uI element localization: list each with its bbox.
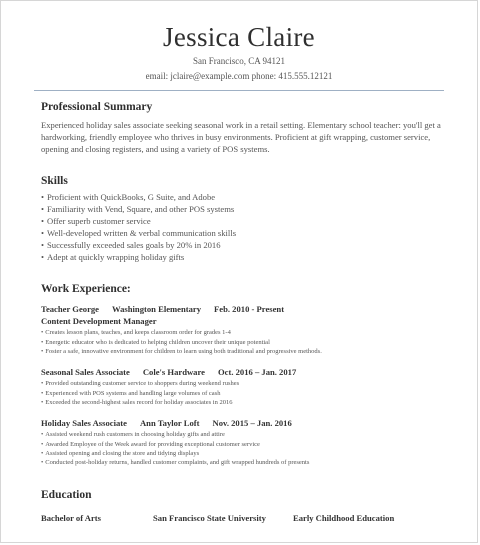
job-bullet: • Assisted weekend rush customers in choosing holiday gifts and attire bbox=[41, 430, 443, 439]
education-school: San Francisco State University bbox=[153, 513, 266, 524]
job-company: Cole's Hardware bbox=[142, 367, 205, 378]
resume-body bbox=[41, 100, 443, 524]
job-subtitle: Content Development Manager bbox=[41, 316, 157, 327]
skill-item: • Familiarity with Vend, Square, and other POS systems bbox=[41, 204, 443, 216]
job-role: Holiday Sales Associate bbox=[41, 418, 127, 429]
summary-heading: Professional Summary bbox=[41, 101, 153, 113]
job-bullet: • Awarded Employee of the Week award for providing exceptional customer service bbox=[41, 440, 443, 449]
job-entry bbox=[41, 303, 443, 356]
header-divider bbox=[34, 90, 444, 91]
job-company: Washington Elementary bbox=[112, 304, 202, 315]
job-bullets bbox=[41, 379, 443, 407]
job-dates: Oct. 2016 – Jan. 2017 bbox=[217, 367, 297, 378]
work-section bbox=[41, 282, 443, 467]
summary-section bbox=[41, 100, 443, 155]
skills-section bbox=[41, 174, 443, 263]
education-entry bbox=[41, 512, 443, 524]
job-bullets bbox=[41, 430, 443, 467]
skill-item: • Well-developed written & verbal communication skills bbox=[41, 228, 443, 240]
job-entry bbox=[41, 417, 443, 467]
skill-item: • Adept at quickly wrapping holiday gifts bbox=[41, 252, 443, 264]
job-dates: Nov. 2015 – Jan. 2016 bbox=[212, 418, 292, 429]
skills-heading: Skills bbox=[41, 175, 68, 187]
education-degree: Bachelor of Arts bbox=[41, 513, 101, 524]
skill-item: • Successfully exceeded sales goals by 20% in 2016 bbox=[41, 240, 443, 252]
job-company: Ann Taylor Loft bbox=[139, 418, 200, 429]
resume-header bbox=[1, 1, 477, 83]
job-role: Teacher George bbox=[41, 304, 99, 315]
job-bullets bbox=[41, 328, 443, 356]
contact-line: email: jclaire@example.com phone: 415.555.12121 bbox=[145, 71, 333, 81]
work-heading: Work Experience: bbox=[41, 283, 131, 296]
job-header bbox=[41, 417, 443, 429]
education-section bbox=[41, 488, 443, 524]
candidate-name: Jessica Claire bbox=[163, 22, 315, 52]
job-bullet: • Assisted opening and closing the store and tidying displays bbox=[41, 449, 443, 458]
job-dates: Feb. 2010 - Present bbox=[214, 304, 285, 315]
skill-item: • Offer superb customer service bbox=[41, 216, 443, 228]
job-bullet: • Creates lesson plans, teaches, and keeps classroom order for grades 1-4 bbox=[41, 328, 443, 337]
job-header bbox=[41, 366, 443, 378]
job-bullet: • Exceeded the second-highest sales record for holiday associates in 2016 bbox=[41, 398, 443, 407]
job-role: Seasonal Sales Associate bbox=[41, 367, 130, 378]
education-field: Early Childhood Education bbox=[293, 513, 395, 524]
job-bullet: • Provided outstanding customer service to shoppers during weekend rushes bbox=[41, 379, 443, 388]
job-bullet: • Energetic educator who is dedicated to helping children uncover their unique potential bbox=[41, 338, 443, 347]
job-bullet: • Foster a safe, innovative environment for children to learn using both traditional and progressive methods. bbox=[41, 347, 443, 356]
skills-list bbox=[41, 192, 443, 263]
address-line: San Francisco, CA 94121 bbox=[193, 56, 285, 66]
job-header bbox=[41, 303, 443, 315]
education-heading: Education bbox=[41, 489, 92, 502]
summary-text: Experienced holiday sales associate seeking seasonal work in a retail setting. Elementary school teacher: you'll get a hardworking, friendly employee who thrives in busy environments. Proficient at gift wrapping, customer service, opening and closing registers, and using a variety of POS systems. bbox=[41, 120, 441, 154]
job-bullet: • Conducted post-holiday returns, handled customer complaints, and gift wrapped hundreds of presents bbox=[41, 458, 443, 467]
job-entry bbox=[41, 366, 443, 407]
skill-item: • Proficient with QuickBooks, G Suite, and Adobe bbox=[41, 192, 443, 204]
job-bullet: • Experienced with POS systems and handling large volumes of cash bbox=[41, 389, 443, 398]
